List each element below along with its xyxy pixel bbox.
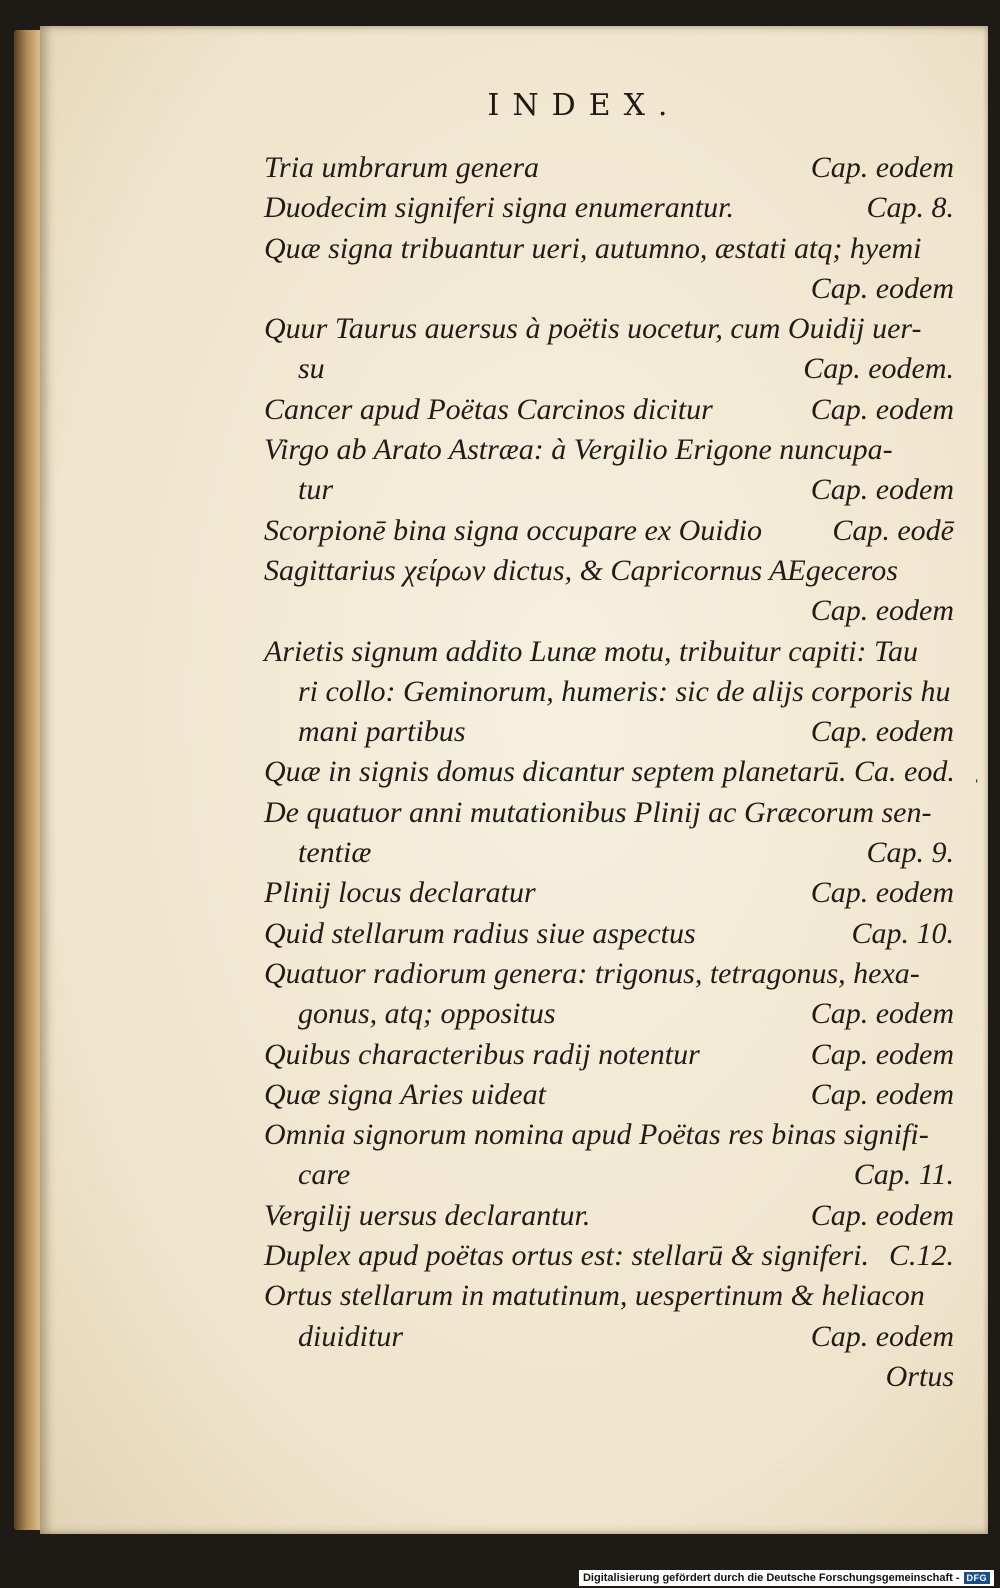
entry-reference: Cap. eodem (810, 1319, 954, 1353)
index-entry (264, 349, 954, 389)
entry-text: Ortus stellarum in matutinum, uespertinum & heliacon (264, 1279, 925, 1313)
index-entries (264, 148, 980, 1397)
entry-reference: C.12. (888, 1239, 954, 1273)
index-entry (264, 1196, 954, 1236)
index-entry (264, 994, 954, 1034)
index-entry (264, 269, 954, 309)
entry-text: Quatuor radiorum genera: trigonus, tetragonus, hexa- (264, 956, 920, 990)
index-entry (264, 833, 954, 873)
entry-text: care (298, 1158, 351, 1192)
index-entry (264, 511, 954, 551)
entry-text: Quæ signa tribuantur ueri, autumno, æstati atq; hyemi (264, 231, 922, 265)
entry-text: Arietis signum addito Lunæ motu, tribuitur capiti: Tau (264, 634, 918, 668)
entry-text: Quæ signa Aries uideat (264, 1077, 546, 1111)
digitization-credit (579, 1570, 994, 1586)
index-entry (264, 954, 954, 994)
index-entry (264, 430, 954, 470)
entry-text: Quibus characteribus radij notentur (264, 1037, 700, 1071)
entry-text: Virgo ab Arato Astræa: à Vergilio Erigone nuncupa- (264, 433, 893, 467)
entry-reference: Cap. eodem (810, 876, 954, 910)
entry-text: tentiæ (298, 836, 372, 870)
index-entry (264, 793, 954, 833)
entry-text: Quæ in signis domus dicantur septem planetarū. Ca. eod. (264, 755, 955, 789)
catchword-row (264, 1357, 954, 1397)
index-entry (264, 470, 954, 510)
index-entry (264, 188, 954, 228)
entry-reference: Cap. eodem (810, 473, 954, 507)
entry-text: De quatuor anni mutationibus Plinij ac Græcorum sen- (264, 795, 932, 829)
entry-text: Quid stellarum radius siue aspectus (264, 916, 696, 950)
entry-text: gonus, atq; oppositus (298, 997, 556, 1031)
page-title: INDEX. (487, 88, 681, 123)
entry-reference: Cap. eodem (810, 997, 954, 1031)
book-page (40, 26, 988, 1534)
entry-reference: Cap. 10. (851, 916, 954, 950)
entry-text: Plinij locus declaratur (264, 876, 536, 910)
index-entry (264, 1276, 954, 1316)
margin-mark: ˌ (973, 761, 980, 784)
entry-reference: Cap. eodem (810, 1198, 954, 1232)
entry-reference: Cap. eodem (810, 715, 954, 749)
entry-reference: Cap. eodem (810, 271, 954, 305)
entry-reference: Cap. eodem (810, 1037, 954, 1071)
entry-text: tur (298, 473, 334, 507)
index-entry (264, 1236, 954, 1276)
entry-text: ri collo: Geminorum, humeris: sic de alijs corporis hu (298, 674, 951, 708)
credit-text: Digitalisierung gefördert durch die Deutsche Forschungsgemeinschaft - (582, 1572, 960, 1584)
index-entry (264, 1035, 954, 1075)
entry-text: Vergilij uersus declarantur. (264, 1198, 591, 1232)
entry-reference: Cap. eodem (810, 1077, 954, 1111)
index-entry (264, 914, 954, 954)
index-entry (264, 1155, 954, 1195)
entry-reference: Cap. eodem (810, 392, 954, 426)
catchword: Ortus (885, 1359, 954, 1393)
entry-text: mani partibus (298, 715, 466, 749)
dfg-logo: DFG (964, 1572, 991, 1584)
entry-reference: Cap. eodem (810, 151, 954, 184)
index-entry (264, 390, 954, 430)
index-entry (264, 551, 954, 591)
entry-text: Duodecim signiferi signa enumerantur. (264, 191, 734, 225)
index-entry (264, 1317, 954, 1357)
index-entry (264, 873, 954, 913)
entry-reference: Cap. 11. (853, 1158, 954, 1192)
index-entry (264, 632, 954, 672)
entry-text: Cancer apud Poëtas Carcinos dicitur (264, 392, 713, 426)
entry-text: su (298, 352, 325, 386)
index-entry (264, 1075, 954, 1115)
entry-text: Omnia signorum nomina apud Poëtas res binas signifi- (264, 1118, 929, 1152)
entry-text: Quur Taurus auersus à poëtis uocetur, cum Ouidij uer- (264, 312, 922, 346)
index-entry (264, 672, 954, 712)
entry-reference: Cap. 9. (866, 836, 954, 870)
entry-reference: Cap. eodem (810, 594, 954, 628)
entry-reference: Cap. 8. (866, 191, 954, 225)
index-entry (264, 752, 980, 792)
entry-text: diuiditur (298, 1319, 404, 1353)
index-entry (264, 309, 954, 349)
entry-reference: Cap. eodē (832, 513, 954, 547)
entry-text: Scorpionē bina signa occupare ex Ouidio (264, 513, 762, 547)
index-entry (264, 591, 954, 631)
entry-reference: Cap. eodem. (803, 352, 954, 386)
entry-text: Duplex apud poëtas ortus est: stellarū & signiferi. (264, 1239, 869, 1273)
entry-text: Sagittarius χείρων dictus, & Capricornus AEgeceros (264, 553, 898, 587)
index-entry (264, 1115, 954, 1155)
entry-text: Tria umbrarum genera (264, 151, 540, 184)
index-entry (264, 712, 954, 752)
index-entry (264, 229, 954, 269)
index-entry (264, 148, 954, 188)
